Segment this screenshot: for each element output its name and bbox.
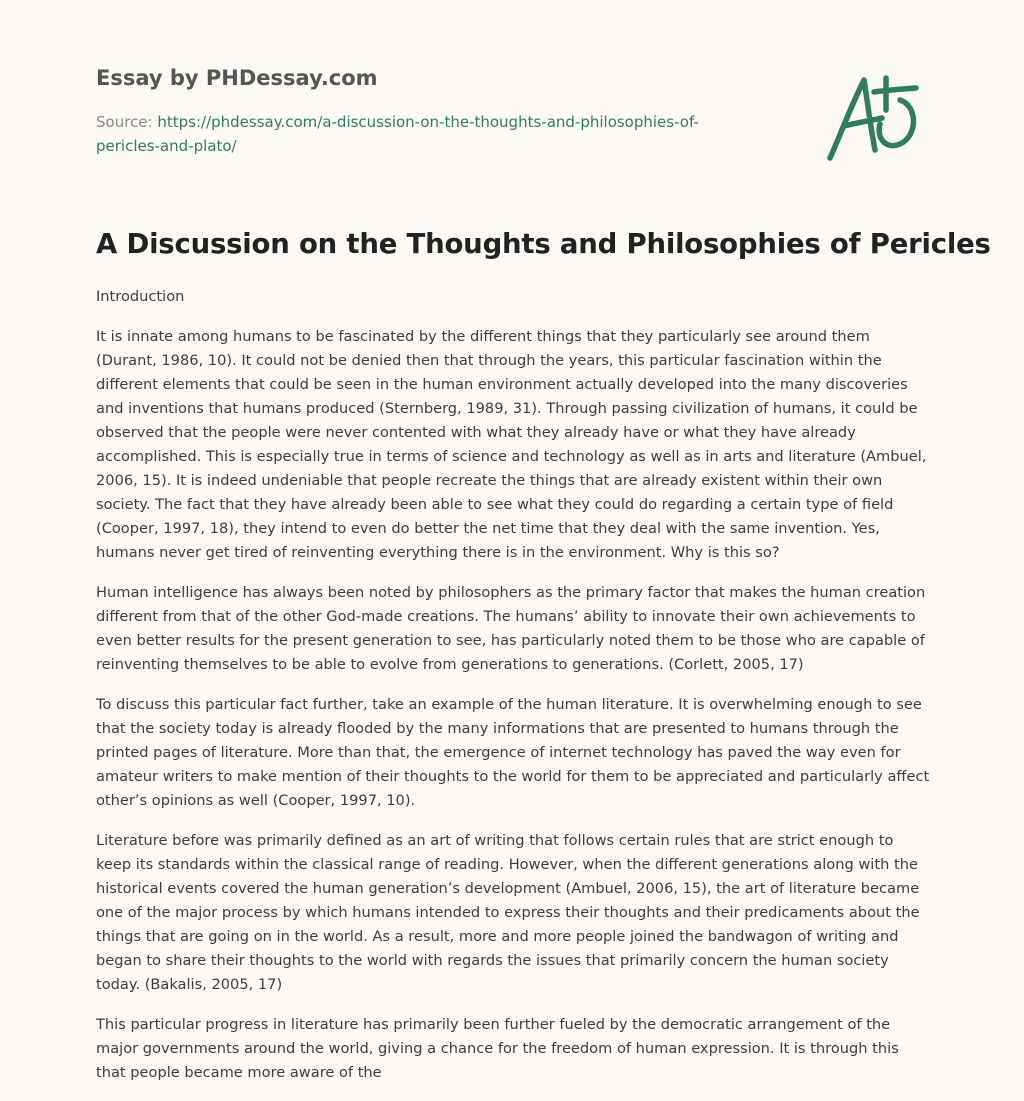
essay-title: A Discussion on the Thoughts and Philosophies of Pericles (96, 228, 991, 260)
source-line (96, 110, 736, 158)
paragraph: Literature before was primarily defined as an art of writing that follows certain rules that are strict enough to keep its standards within the classical range of reading. However, when the different generations along with the historical events covered the human generation’s development (Ambuel, 2006, 15), the art of literature became one of the major process by which humans intended to express their thoughts and their predicaments about the things that are going on in the world. As a result, more and more people joined the bandwagon of writing and began to share their thoughts to the world with regards the issues that primarily concern the human society today. (Bakalis, 2005, 17) (96, 832, 920, 993)
brand-title: Essay by PHDessay.com (96, 66, 378, 90)
paragraph: Human intelligence has always been noted by philosophers as the primary factor that makes the human creation different from that of the other God-made creations. The humans’ ability to innovate their own achievements to even better results for the present generation to see, has particularly noted them to be those who are capable of reinventing themselves to be able to evolve from generations to generations. (Corlett, 2005, 17) (96, 584, 926, 673)
section-heading: Introduction (96, 288, 185, 305)
a-plus-grade-icon (820, 66, 930, 166)
paragraph: This particular progress in literature has primarily been further fueled by the democratic arrangement of the major governments around the world, giving a chance for the freedom of human expression. It is through this that people became more aware of the (96, 1016, 899, 1081)
source-label: Source: (96, 113, 153, 131)
paragraph: To discuss this particular fact further, take an example of the human literature. It is overwhelming enough to see that the society today is already flooded by the many informations that are presented to humans through the printed pages of literature. More than that, the emergence of internet technology has paved the way even for amateur writers to make mention of their thoughts to the world for them to be appreciated and particularly affect other’s opinions as well (Cooper, 1997, 10). (96, 696, 930, 809)
essay-body (96, 285, 932, 1101)
source-link[interactable]: https://phdessay.com/a-discussion-on-the-thoughts-and-philosophies-of-pericles-and-plato/ (96, 113, 699, 155)
page-header (96, 64, 736, 158)
paragraph: It is innate among humans to be fascinated by the different things that they particularly see around them (Durant, 1986, 10). It could not be denied then that through the years, this particular fascination within the different elements that could be seen in the human environment actually developed into the many discoveries and inventions that humans produced (Sternberg, 1989, 31). Through passing civilization of humans, it could be observed that the people were never contented with what they already have or what they have already accomplished. This is especially true in terms of science and technology as well as in arts and literature (Ambuel, 2006, 15). It is indeed undeniable that people recreate the things that are already existent within their own society. The fact that they have already been able to see what they could do regarding a certain type of field (Cooper, 1997, 18), they intend to even do better the net time that they deal with the same invention. Yes, humans never get tired of reinventing everything there is in the environment. Why is this so? (96, 328, 927, 561)
